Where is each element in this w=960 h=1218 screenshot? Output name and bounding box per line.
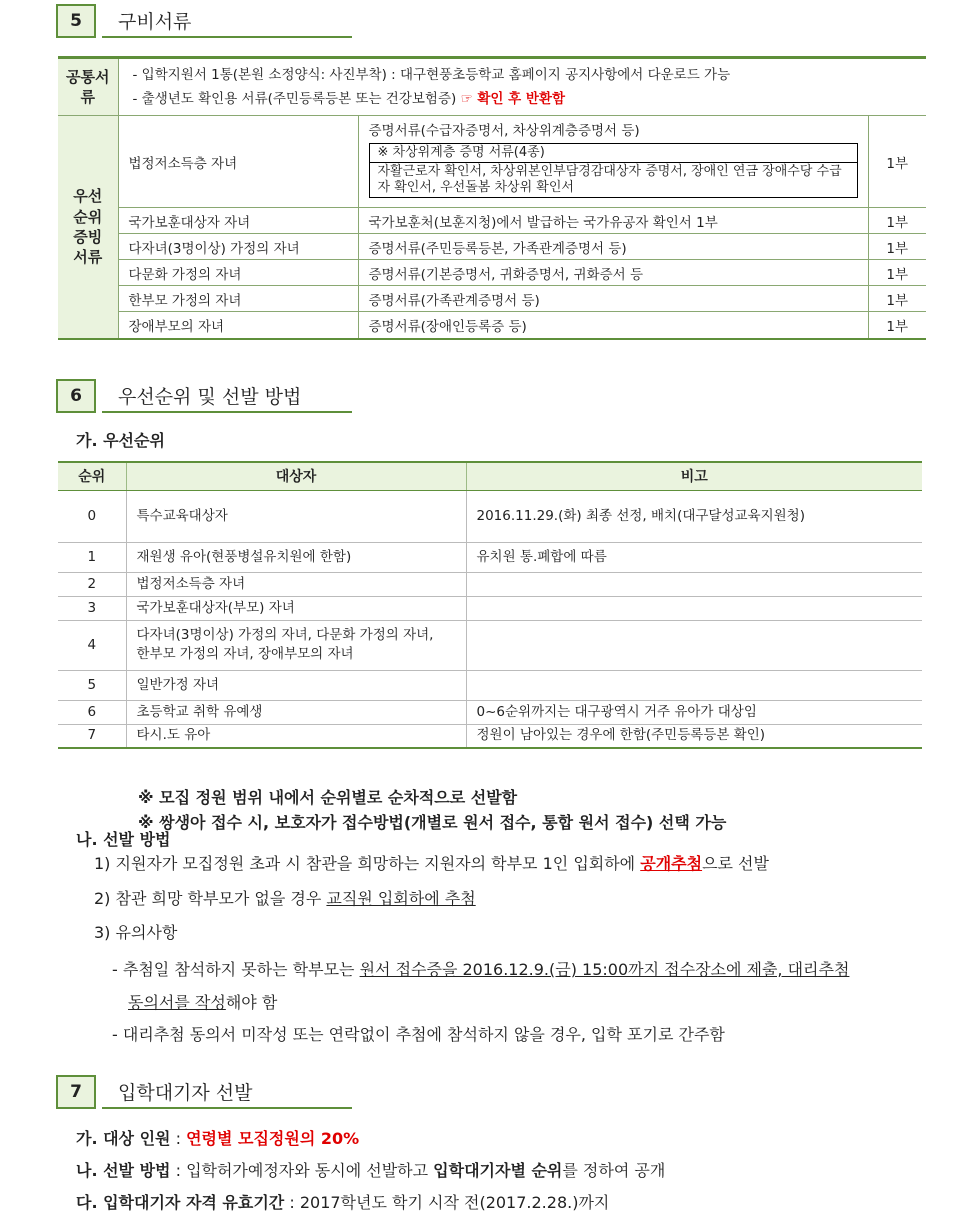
- note-cell: 0~6순위까지는 대구광역시 거주 유아가 대상임: [466, 700, 922, 724]
- count-cell: 1부: [868, 312, 926, 339]
- table-row: [58, 542, 922, 572]
- note-cell: 유치원 통.폐합에 따름: [466, 542, 922, 572]
- waitlist-count: 가. 대상 인원 : 연령별 모집정원의 20%: [76, 1129, 360, 1148]
- table-row: [58, 670, 922, 700]
- doc-cell: 증명서류(장애인등록증 등): [358, 312, 868, 339]
- table-row: [58, 724, 922, 748]
- col-header: 대상자: [126, 462, 466, 490]
- waitlist-method: 나. 선발 방법 : 입학허가예정자와 동시에 선발하고 입학대기자별 순위를 정하여 공개: [76, 1161, 666, 1180]
- return-note: ☞ 확인 후 반환함: [460, 91, 566, 107]
- section-number: 6: [56, 379, 96, 413]
- target-cell: 한부모 가정의 자녀: [118, 286, 358, 312]
- priority-docs-label: 우선순위증빙서류: [58, 116, 118, 339]
- table-row: [58, 312, 926, 339]
- note-cell: [466, 670, 922, 700]
- rank-cell: 7: [58, 724, 126, 748]
- count-cell: 1부: [868, 260, 926, 286]
- target-cell: 다자녀(3명이상) 가정의 자녀: [118, 234, 358, 260]
- doc-cell: 증명서류(주민등록등본, 가족관계증명서 등): [358, 234, 868, 260]
- table-row: [58, 596, 922, 620]
- table-row: [58, 286, 926, 312]
- target-cell: 법정저소득층 자녀: [118, 116, 358, 208]
- documents-table: [58, 56, 926, 340]
- section-5-header: [56, 4, 352, 38]
- target-cell: 국가보훈대상자(부모) 자녀: [126, 596, 466, 620]
- rank-cell: 5: [58, 670, 126, 700]
- priority-table: [58, 461, 922, 749]
- note-twins: ※ 쌍생아 접수 시, 보호자가 접수방법(개별로 원서 접수, 통합 원서 접수) 선택 가능: [138, 813, 727, 832]
- doc-cell: 증명서류(수급자증명서, 차상위계층증명서 등) ※ 차상위계층 증명 서류(4종) 자활근로자 확인서, 차상위본인부담경감대상자 증명서, 장애인 연금 장애수당 수급자 확인서, 우선돌봄 차상위 확인서: [358, 116, 868, 208]
- rank-cell: 2: [58, 572, 126, 596]
- target-cell: 초등학교 취학 유예생: [126, 700, 466, 724]
- common-line-1: - 입학지원서 1통(본원 소정양식: 사진부착) : 대구현풍초등학교 홈페이지 공지사항에서 다운로드 가능: [132, 67, 731, 83]
- target-cell: 타시.도 유아: [126, 724, 466, 748]
- common-docs-label: 공통서류: [58, 58, 118, 116]
- note-cell: [466, 572, 922, 596]
- note-cell: [466, 596, 922, 620]
- count-cell: 1부: [868, 116, 926, 208]
- common-line-2: - 출생년도 확인용 서류(주민등록등본 또는 건강보험증) ☞ 확인 후 반환함: [132, 91, 566, 107]
- section-title: 구비서류: [102, 4, 352, 38]
- rank-cell: 6: [58, 700, 126, 724]
- count-cell: 1부: [868, 234, 926, 260]
- target-cell: 재원생 유아(현풍병설유치원에 한함): [126, 542, 466, 572]
- table-row: [58, 620, 922, 670]
- subheading-priority: 가. 우선순위: [76, 431, 165, 450]
- method-4: - 추첨일 참석하지 못하는 학부모는 원서 접수증을 2016.12.9.(금) 15:00까지 접수장소에 제출, 대리추첨 동의서를 작성해야 함: [112, 960, 850, 1012]
- section-title: 우선순위 및 선발 방법: [102, 379, 352, 413]
- col-header: 순위: [58, 462, 126, 490]
- section-number: 5: [56, 4, 96, 38]
- rank-cell: 4: [58, 620, 126, 670]
- method-5: - 대리추첨 동의서 미작성 또는 연락없이 추첨에 참석하지 않을 경우, 입학 포기로 간주함: [112, 1025, 725, 1044]
- section-6-header: [56, 379, 352, 413]
- col-header: 비고: [466, 462, 922, 490]
- sub-box: ※ 차상위계층 증명 서류(4종) 자활근로자 확인서, 차상위본인부담경감대상자 증명서, 장애인 연금 장애수당 수급자 확인서, 우선돌봄 차상위 확인서: [369, 143, 858, 198]
- table-row: [58, 572, 922, 596]
- doc-cell: 증명서류(기본증명서, 귀화증명서, 귀화증서 등: [358, 260, 868, 286]
- doc-cell: 국가보훈처(보훈지청)에서 발급하는 국가유공자 확인서 1부: [358, 208, 868, 234]
- waitlist-validity: 다. 입학대기자 자격 유효기간 : 2017학년도 학기 시작 전(2017.2.28.)까지: [76, 1193, 610, 1212]
- target-cell: 법정저소득층 자녀: [126, 572, 466, 596]
- table-row: [58, 700, 922, 724]
- count-cell: 1부: [868, 208, 926, 234]
- table-row: [58, 234, 926, 260]
- section-number: 7: [56, 1075, 96, 1109]
- target-cell: 특수교육대상자: [126, 490, 466, 542]
- section-title: 입학대기자 선발: [102, 1075, 352, 1109]
- target-cell: 장애부모의 자녀: [118, 312, 358, 339]
- note-quota: ※ 모집 정원 범위 내에서 순위별로 순차적으로 선발함: [138, 788, 518, 807]
- method-2: 2) 참관 희망 학부모가 없을 경우 교직원 입회하에 추첨: [94, 889, 476, 908]
- note-cell: [466, 620, 922, 670]
- subheading-selection: 나. 선발 방법: [76, 830, 171, 849]
- table-row: [58, 58, 926, 116]
- rank-cell: 1: [58, 542, 126, 572]
- target-cell: 국가보훈대상자 자녀: [118, 208, 358, 234]
- note-cell: 2016.11.29.(화) 최종 선정, 배치(대구달성교육지원청): [466, 490, 922, 542]
- note-cell: 정원이 남아있는 경우에 한함(주민등록등본 확인): [466, 724, 922, 748]
- table-row: [58, 260, 926, 286]
- rank-cell: 0: [58, 490, 126, 542]
- rank-cell: 3: [58, 596, 126, 620]
- table-row: [58, 490, 922, 542]
- table-header-row: [58, 462, 922, 490]
- method-1: 1) 지원자가 모집정원 초과 시 참관을 희망하는 지원자의 학부모 1인 입회하에 공개추첨으로 선발: [94, 854, 769, 873]
- method-3: 3) 유의사항: [94, 923, 178, 942]
- target-cell: 다자녀(3명이상) 가정의 자녀, 다문화 가정의 자녀, 한부모 가정의 자녀, 장애부모의 자녀: [126, 620, 466, 670]
- common-docs-content: [118, 58, 926, 116]
- table-row: [58, 208, 926, 234]
- target-cell: 일반가정 자녀: [126, 670, 466, 700]
- public-draw: 공개추첨: [640, 854, 703, 873]
- target-cell: 다문화 가정의 자녀: [118, 260, 358, 286]
- doc-cell: 증명서류(가족관계증명서 등): [358, 286, 868, 312]
- count-cell: 1부: [868, 286, 926, 312]
- table-row: [58, 116, 926, 208]
- section-7-header: [56, 1075, 352, 1109]
